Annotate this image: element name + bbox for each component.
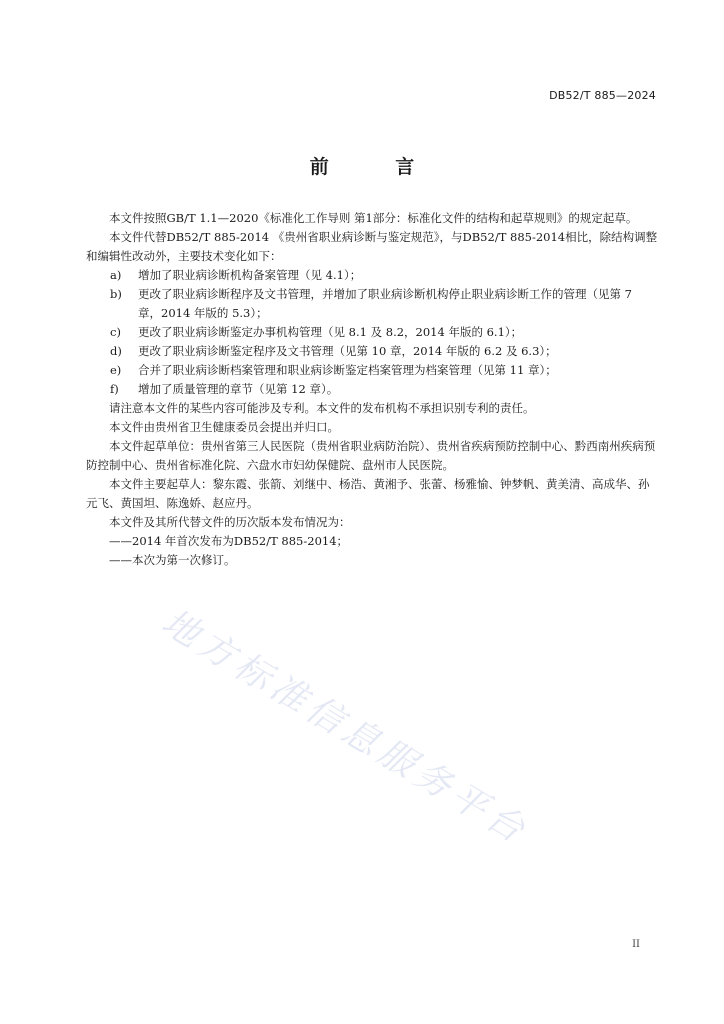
list-item-label: c) xyxy=(110,325,121,339)
list-item xyxy=(86,323,658,342)
drafters: 本文件主要起草人：黎东霞、张箭、刘继中、杨浩、黄湘予、张蕾、杨雅愉、钟梦帆、黄美清、高成华、孙元飞、黄国坦、陈逸娇、赵应丹。 xyxy=(86,477,650,510)
paragraph: 本文件代替DB52/T 885-2014 《贵州省职业病诊断与鉴定规范》，与DB52/T 885-2014相比，除结构调整和编辑性改动外，主要技术变化如下： xyxy=(86,230,658,263)
list-item-label: f) xyxy=(110,382,119,396)
paragraph: 本文件按照GB/T 1.1—2020《标准化工作导则 第1部分：标准化文件的结构和起草规则》的规定起草。 xyxy=(109,211,638,225)
list-item-label: b) xyxy=(110,287,122,301)
page-title: 前 言 xyxy=(309,156,445,178)
change-list xyxy=(86,266,658,399)
list-item-text: 更改了职业病诊断鉴定办事机构管理（见 8.1 及 8.2，2014 年版的 6.1）； xyxy=(138,325,523,339)
patent-notice: 请注意本文件的某些内容可能涉及专利。本文件的发布机构不承担识别专利的责任。 xyxy=(109,401,535,415)
list-item xyxy=(86,266,658,285)
drafting-units: 本文件起草单位：贵州省第三人民医院（贵州省职业病防治院）、贵州省疾病预防控制中心、黔西南州疾病预防控制中心、贵州省标准化院、六盘水市妇幼保健院、盘州市人民医院。 xyxy=(86,439,656,472)
list-item-text: 更改了职业病诊断程序及文书管理，并增加了职业病诊断机构停止职业病诊断工作的管理（见第 7 章，2014 年版的 5.3）； xyxy=(138,287,632,320)
list-item xyxy=(86,342,658,361)
version-history-intro: 本文件及其所代替文件的历次版本发布情况为： xyxy=(109,515,351,529)
list-item-label: d) xyxy=(110,344,122,358)
list-item-label: e) xyxy=(110,363,122,377)
list-item-text: 增加了质量管理的章节（见第 12 章）。 xyxy=(138,382,339,396)
document-code: DB52/T 885—2024 xyxy=(549,89,656,102)
list-item-label: a) xyxy=(110,268,122,282)
proposer-statement: 本文件由贵州省卫生健康委员会提出并归口。 xyxy=(109,420,339,434)
list-item-text: 增加了职业病诊断机构备案管理（见 4.1）； xyxy=(138,268,362,282)
version-history-item: ——2014 年首次发布为DB52/T 885-2014； xyxy=(109,534,349,548)
foreword-body xyxy=(86,209,658,570)
list-item-text: 更改了职业病诊断鉴定程序及文书管理（见第 10 章，2014 年版的 6.2 及 6.3）； xyxy=(138,344,557,358)
watermark: 地方标准信息服务平台 xyxy=(154,601,536,854)
version-history-item: ——本次为第一次修订。 xyxy=(109,553,236,567)
list-item xyxy=(86,380,658,399)
list-item xyxy=(86,285,658,323)
page-number: II xyxy=(632,939,640,950)
list-item xyxy=(86,361,658,380)
list-item-text: 合并了职业病诊断档案管理和职业病诊断鉴定档案管理为档案管理（见第 11 章）； xyxy=(138,363,557,377)
